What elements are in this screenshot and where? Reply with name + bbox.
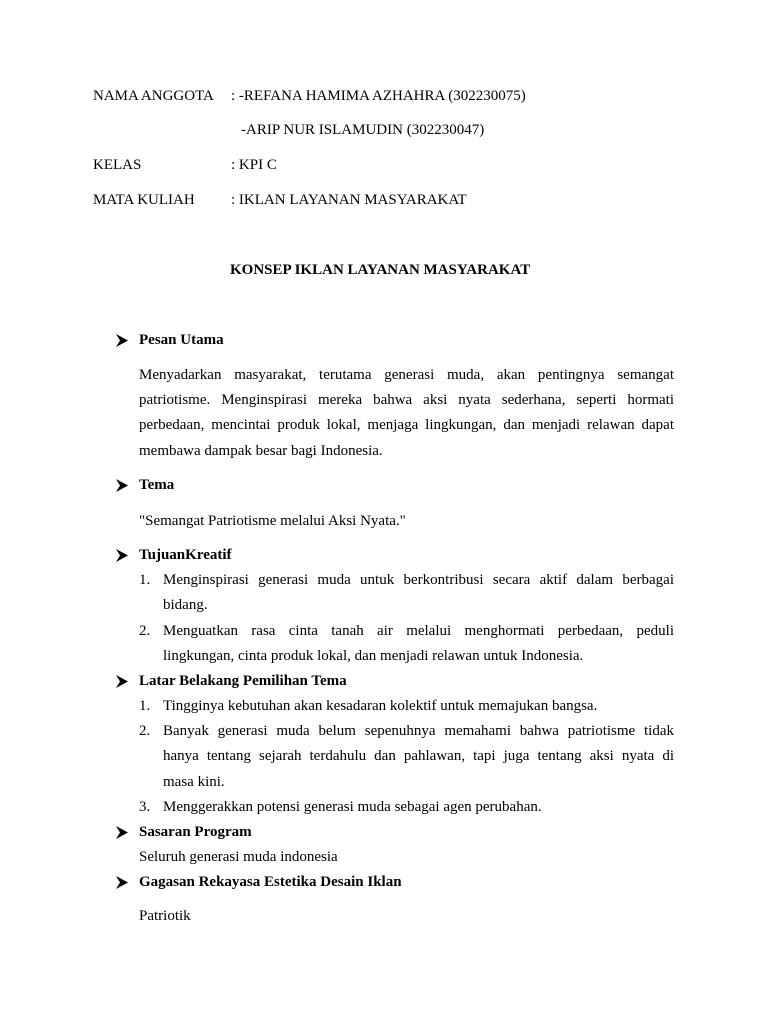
document-title: KONSEP IKLAN LAYANAN MASYARAKAT — [230, 262, 531, 278]
value-mata-kuliah: : IKLAN LAYANAN MASYARAKAT — [231, 192, 467, 208]
tema-text: "Semangat Patriotisme melalui Aksi Nyata." — [139, 513, 406, 529]
list-number: 2. — [139, 623, 151, 639]
value-nama-anggota-1: : -REFANA HAMIMA AZHAHRA (302230075) — [231, 88, 526, 104]
paragraph-line: patriotisme. Menginspirasi mereka bahwa aksi nyata sederhana, seperti hormati — [139, 392, 674, 408]
gagasan-text: Patriotik — [139, 908, 191, 924]
paragraph-line: perbedaan, mencintai produk lokal, menjaga lingkungan, dan menjadi relawan dapat — [139, 417, 674, 433]
paragraph-line: membawa dampak besar bagi Indonesia. — [139, 443, 383, 459]
heading-sasaran-program: Sasaran Program — [139, 824, 252, 840]
heading-latar-belakang: Latar Belakang Pemilihan Tema — [139, 673, 347, 689]
list-item-line: lingkungan, cinta produk lokal, dan menjadi relawan untuk Indonesia. — [163, 648, 584, 664]
list-number: 2. — [139, 723, 151, 739]
label-kelas: KELAS — [93, 157, 142, 173]
list-item-line: masa kini. — [163, 774, 225, 790]
label-mata-kuliah: MATA KULIAH — [93, 192, 195, 208]
list-item-line: hanya tentang sejarah terdahulu dan pahlawan, tapi juga tentang aksi nyata di — [163, 748, 674, 764]
list-item-line: Menginspirasi generasi muda untuk berkontribusi secara aktif dalam berbagai — [163, 572, 674, 588]
list-item-line: bidang. — [163, 597, 208, 613]
list-item-line: Banyak generasi muda belum sepenuhnya memahami bahwa patriotisme tidak — [163, 723, 674, 739]
list-item-line: Menguatkan rasa cinta tanah air melalui menghormati perbedaan, peduli — [163, 623, 674, 639]
sasaran-text: Seluruh generasi muda indonesia — [139, 849, 338, 865]
heading-tema: Tema — [139, 477, 175, 493]
list-number: 3. — [139, 799, 151, 815]
list-item-line: Menggerakkan potensi generasi muda sebagai agen perubahan. — [163, 799, 542, 815]
heading-tujuan-kreatif: TujuanKreatif — [139, 547, 232, 563]
list-number: 1. — [139, 698, 151, 714]
paragraph-line: Menyadarkan masyarakat, terutama generasi muda, akan pentingnya semangat — [139, 367, 674, 383]
value-nama-anggota-2: -ARIP NUR ISLAMUDIN (302230047) — [241, 122, 485, 138]
list-number: 1. — [139, 572, 151, 588]
heading-gagasan: Gagasan Rekayasa Estetika Desain Iklan — [139, 874, 402, 890]
heading-pesan-utama: Pesan Utama — [139, 332, 224, 348]
value-kelas: : KPI C — [231, 157, 277, 173]
label-nama-anggota: NAMA ANGGOTA — [93, 88, 214, 104]
list-item-line: Tingginya kebutuhan akan kesadaran kolektif untuk memajukan bangsa. — [163, 698, 598, 714]
